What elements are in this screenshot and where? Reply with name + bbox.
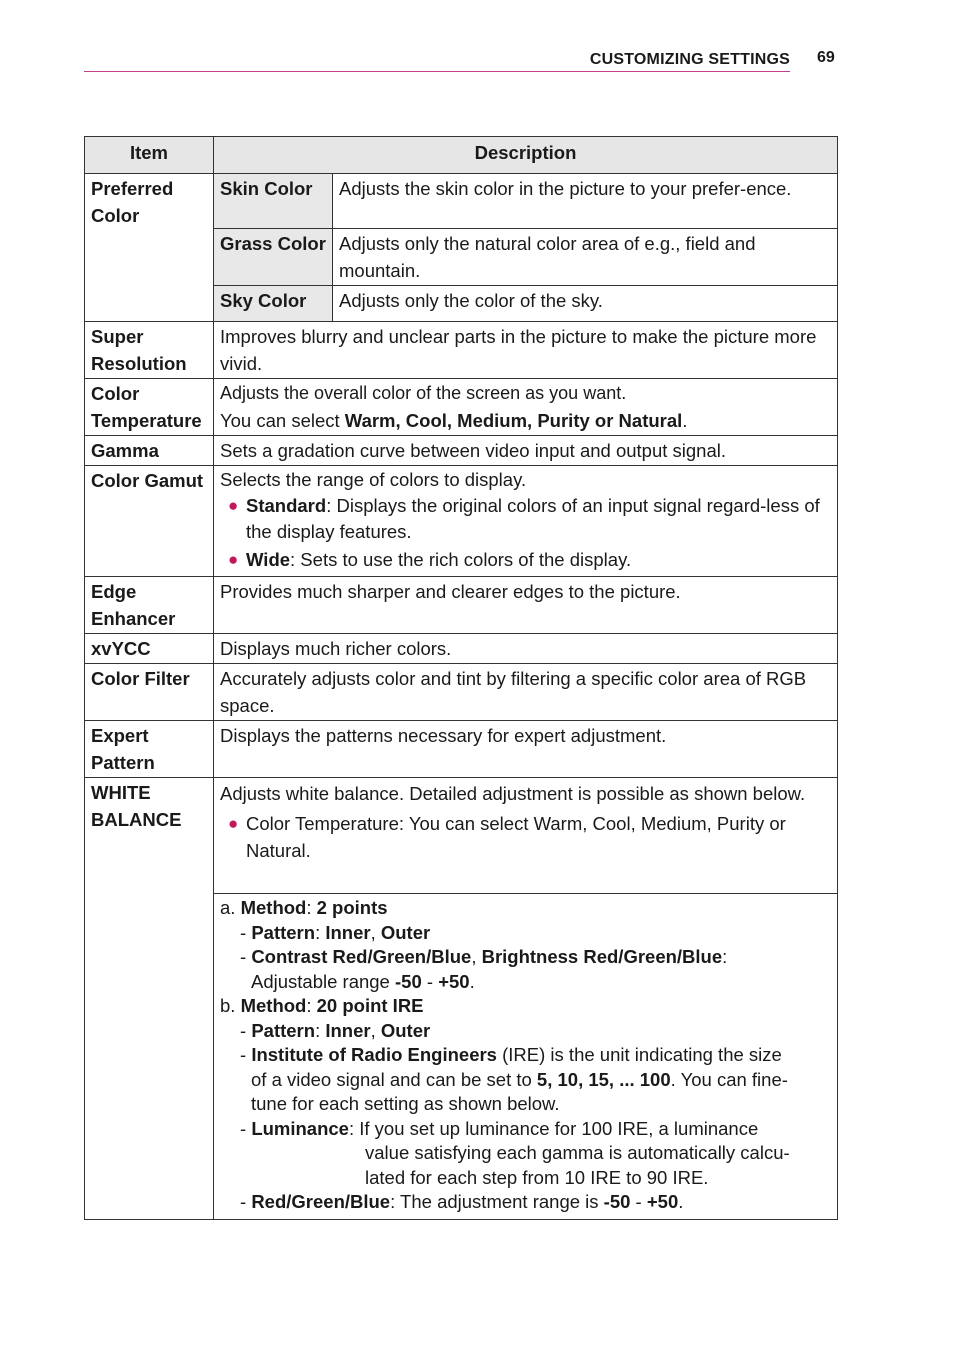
color-gamut-intro: Selects the range of colors to display. <box>220 469 527 490</box>
item-column-header: Item <box>85 137 214 174</box>
item-preferred-color: Preferred Color <box>85 174 214 322</box>
desc-grass-color: Adjusts only the natural color area of e.g., field and mountain. <box>333 229 838 286</box>
item-edge-enhancer: Edge Enhancer <box>85 577 214 634</box>
desc-color-temperature <box>214 379 838 436</box>
method-b: b. Method: 20 point IRE <box>220 995 424 1016</box>
desc-sky-color: Adjusts only the color of the sky. <box>333 286 838 322</box>
desc-edge-enhancer: Provides much sharper and clearer edges to the picture. <box>214 577 838 634</box>
desc-color-gamut <box>214 466 838 577</box>
table-row <box>85 778 838 894</box>
desc-skin-color: Adjusts the skin color in the picture to your prefer-ence. <box>333 174 838 229</box>
subitem-grass-color: Grass Color <box>214 229 333 286</box>
item-color-filter: Color Filter <box>85 664 214 721</box>
table-header-row <box>85 137 838 174</box>
desc-color-filter: Accurately adjusts color and tint by filtering a specific color area of RGB space. <box>214 664 838 721</box>
table-row <box>85 466 838 577</box>
subitem-skin-color: Skin Color <box>214 174 333 229</box>
item-gamma: Gamma <box>85 436 214 466</box>
method-a-contrast: - Contrast Red/Green/Blue, Brightness Red/Green/Blue: <box>240 946 728 967</box>
item-color-temperature: Color Temperature <box>85 379 214 436</box>
bullet-icon: ● <box>228 496 239 515</box>
subitem-sky-color: Sky Color <box>214 286 333 322</box>
table-row <box>85 664 838 721</box>
table-row <box>85 721 838 778</box>
desc-super-resolution: Improves blurry and unclear parts in the picture to make the picture more vivid. <box>214 322 838 379</box>
method-a-pattern: - Pattern: Inner, Outer <box>240 921 431 943</box>
desc-white-balance <box>214 778 838 894</box>
table-row <box>85 379 838 436</box>
method-a-range: Adjustable range -50 - +50. <box>251 970 475 992</box>
table-row <box>85 322 838 379</box>
item-xvycc: xvYCC <box>85 634 214 664</box>
method-b-luminance: - Luminance: If you set up luminance for 100 IRE, a luminance <box>240 1117 759 1139</box>
desc-xvycc: Displays much richer colors. <box>214 634 838 664</box>
bullet-icon: ● <box>228 550 239 569</box>
table-row <box>85 436 838 466</box>
method-b-ire: - Institute of Radio Engineers (IRE) is the unit indicating the size <box>240 1044 782 1065</box>
method-b-pattern: - Pattern: Inner, Outer <box>240 1019 431 1041</box>
settings-table <box>84 136 838 1220</box>
method-b-luminance-line2: value satisfying each gamma is automatically calcu- <box>365 1142 790 1163</box>
item-color-gamut: Color Gamut <box>85 466 214 577</box>
list-item: ● Wide: Sets to use the rich colors of the display. <box>220 547 831 573</box>
item-white-balance: WHITE BALANCE <box>85 778 214 1220</box>
header-divider <box>84 71 790 72</box>
method-b-rgb: - Red/Green/Blue: The adjustment range is -50 - +50. <box>240 1191 684 1212</box>
table-row <box>85 634 838 664</box>
item-expert-pattern: Expert Pattern <box>85 721 214 778</box>
method-b-luminance-line3: lated for each step from 10 IRE to 90 IRE. <box>365 1166 709 1188</box>
method-b-ire-line3: tune for each setting as shown below. <box>251 1093 560 1114</box>
page-number: 69 <box>817 49 835 66</box>
table-row <box>85 577 838 634</box>
white-balance-detail <box>214 894 838 1220</box>
bullet-icon: ● <box>228 814 239 833</box>
color-temperature-line2: You can select Warm, Cool, Medium, Purity or Natural. <box>220 410 688 431</box>
desc-expert-pattern: Displays the patterns necessary for expert adjustment. <box>214 721 838 778</box>
table-row <box>85 174 838 229</box>
method-a: a. Method: 2 points <box>220 897 388 918</box>
desc-gamma: Sets a gradation curve between video input and output signal. <box>214 436 838 466</box>
color-temperature-line1: Adjusts the overall color of the screen as you want. <box>220 383 627 403</box>
list-item: ● Standard: Displays the original colors of an input signal regard-less of the display features. <box>228 495 820 542</box>
method-b-ire-line2: of a video signal and can be set to 5, 10, 15, ... 100. You can fine- <box>251 1068 788 1090</box>
white-balance-intro: Adjusts white balance. Detailed adjustment is possible as shown below. <box>220 783 806 804</box>
item-super-resolution: Super Resolution <box>85 322 214 379</box>
description-column-header: Description <box>214 137 838 174</box>
section-title: CUSTOMIZING SETTINGS <box>589 51 790 68</box>
list-item: ● Color Temperature: You can select Warm, Cool, Medium, Purity or Natural. <box>220 810 831 864</box>
